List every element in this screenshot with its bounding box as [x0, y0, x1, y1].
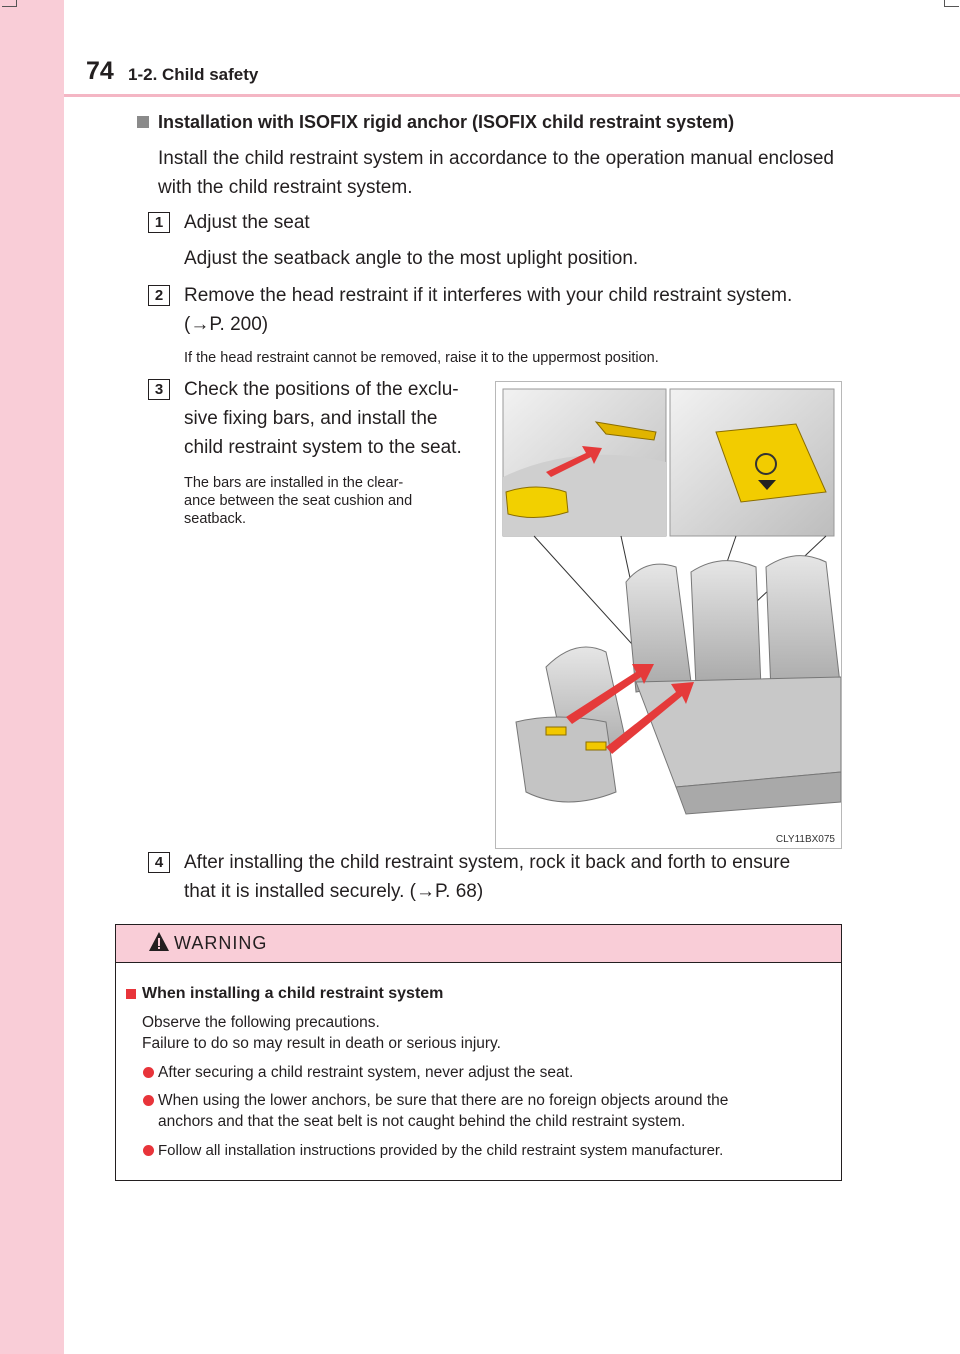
warning-box — [115, 924, 842, 1181]
isofix-seat-drawing — [496, 382, 841, 848]
step-3-note-line2: ance between the seat cushion and — [184, 493, 413, 509]
section-title: 1-2. Child safety — [128, 65, 259, 84]
square-bullet-icon — [137, 116, 149, 128]
step-number-3: 3 — [148, 379, 170, 400]
step-2-title-line2: (→P. 200) — [184, 314, 269, 335]
bullet-dot-icon — [143, 1095, 154, 1106]
step-2-note: If the head restraint cannot be removed, raise it to the uppermost position. — [184, 350, 659, 366]
bullet-dot-icon — [143, 1145, 154, 1156]
step-number-4: 4 — [148, 852, 170, 873]
warning-square-bullet-icon — [126, 989, 136, 999]
warning-title: WARNING — [174, 933, 268, 953]
figure-code: CLY11BX075 — [775, 834, 835, 845]
warning-header — [116, 925, 841, 963]
step-number-1: 1 — [148, 212, 170, 233]
crop-mark-right — [944, 0, 959, 7]
crop-mark-left — [2, 0, 17, 7]
step-1-detail: Adjust the seatback angle to the most uplight position. — [184, 248, 639, 269]
intro-paragraph: Install the child restraint system in accordance to the operation manual enclosed with the child restraint system. — [158, 148, 834, 198]
side-tab — [0, 0, 64, 1354]
warning-text-line1: Observe the following precautions. — [142, 1014, 380, 1031]
step-3-note-line1: The bars are installed in the clear- — [184, 475, 404, 491]
step-4-line2: that it is installed securely. (→P. 68) — [184, 881, 484, 902]
step-3-line1: Check the positions of the exclu- — [184, 379, 459, 400]
header-rule — [64, 94, 960, 97]
step-3-note-line3: seatback. — [184, 511, 247, 527]
warning-triangle-icon — [148, 931, 170, 953]
seat-illustration — [495, 381, 842, 849]
step-4-line1: After installing the child restraint system, rock it back and forth to ensure — [184, 852, 791, 873]
step-2-title-line1: Remove the head restraint if it interferes with your child restraint system. — [184, 285, 793, 306]
step-1-title: Adjust the seat — [184, 212, 310, 233]
warning-bullet-2-line1: When using the lower anchors, be sure that there are no foreign objects around the — [158, 1092, 729, 1109]
warning-bullet-1: After securing a child restraint system, never adjust the seat. — [158, 1064, 574, 1081]
warning-subhead: When installing a child restraint system — [142, 985, 444, 1002]
warning-text-line2: Failure to do so may result in death or serious injury. — [142, 1035, 501, 1052]
step-3-line3: child restraint system to the seat. — [184, 437, 462, 458]
warning-bullet-2-line2: anchors and that the seat belt is not caught behind the child restraint system. — [158, 1113, 686, 1130]
step-number-2: 2 — [148, 285, 170, 306]
step-3-line2: sive fixing bars, and install the — [184, 408, 438, 429]
subheading: Installation with ISOFIX rigid anchor (ISOFIX child restraint system) — [158, 112, 735, 132]
bullet-dot-icon — [143, 1067, 154, 1078]
page-number: 74 — [86, 57, 114, 85]
warning-bullet-3: Follow all installation instructions provided by the child restraint system manufacturer. — [158, 1142, 724, 1159]
